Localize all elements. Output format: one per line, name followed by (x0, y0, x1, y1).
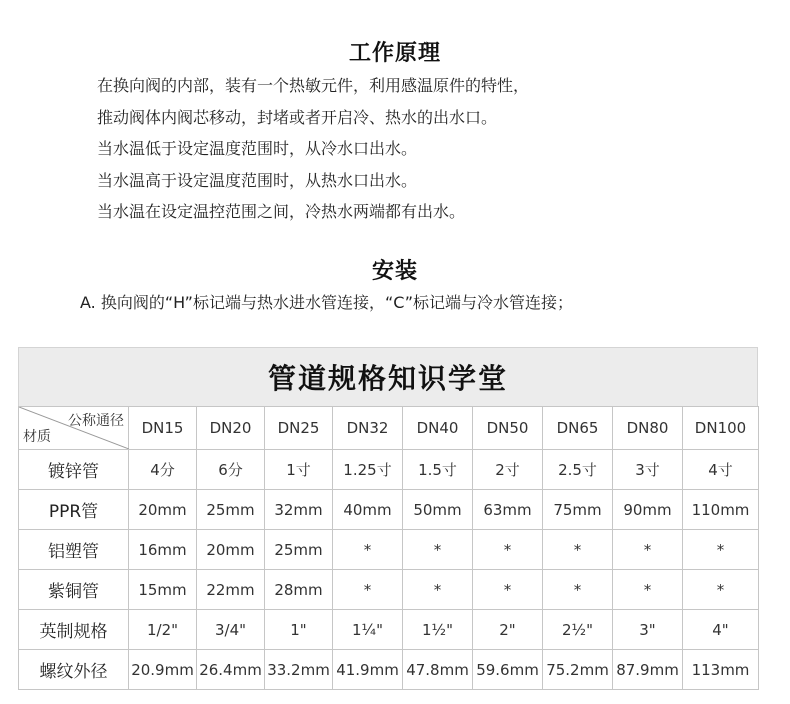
table-cell: 1.25寸 (333, 450, 403, 490)
table-cell: 26.4mm (197, 650, 265, 690)
row-label: 镀锌管 (19, 450, 129, 490)
table-cell: * (683, 570, 759, 610)
table-cell: 1.5寸 (403, 450, 473, 490)
row-label: 铝塑管 (19, 530, 129, 570)
table-cell: * (333, 530, 403, 570)
table-cell: 20mm (129, 490, 197, 530)
column-header: DN65 (543, 407, 613, 450)
table-row (19, 570, 759, 610)
table-header-row (19, 407, 759, 450)
table-cell: 1¼" (333, 610, 403, 650)
column-header: DN20 (197, 407, 265, 450)
row-label: 紫铜管 (19, 570, 129, 610)
table-cell: * (473, 530, 543, 570)
table-cell: 20.9mm (129, 650, 197, 690)
table-cell: * (543, 530, 613, 570)
table-cell: 4" (683, 610, 759, 650)
table-cell: 2" (473, 610, 543, 650)
corner-cell (19, 407, 129, 450)
table-cell: * (613, 530, 683, 570)
table-cell: 50mm (403, 490, 473, 530)
row-label: 螺纹外径 (19, 650, 129, 690)
column-header: DN15 (129, 407, 197, 450)
column-header: DN100 (683, 407, 759, 450)
section-title-principle: 工作原理 (348, 41, 441, 66)
table-cell: 3/4" (197, 610, 265, 650)
principle-line: 在换向阀的内部，装有一个热敏元件，利用感温原件的特性， (97, 76, 530, 95)
section-title-install: 安装 (371, 259, 418, 284)
table-cell: 25mm (197, 490, 265, 530)
table-cell: 110mm (683, 490, 759, 530)
table-cell: 33.2mm (265, 650, 333, 690)
table-cell: 75.2mm (543, 650, 613, 690)
corner-label-material: 材质 (23, 429, 51, 445)
table-cell: 4分 (129, 450, 197, 490)
table-cell: 3寸 (613, 450, 683, 490)
table-row (19, 450, 759, 490)
table-cell: 16mm (129, 530, 197, 570)
table-cell: 87.9mm (613, 650, 683, 690)
corner-label-diameter: 公称通径 (68, 413, 124, 429)
table-cell: * (333, 570, 403, 610)
table-row (19, 530, 759, 570)
table-cell: * (473, 570, 543, 610)
table-cell: 59.6mm (473, 650, 543, 690)
table-cell: 22mm (197, 570, 265, 610)
principle-line: 当水温在设定温控范围之间，冷热水两端都有出水。 (97, 202, 466, 221)
table-cell: * (683, 530, 759, 570)
table-cell: * (613, 570, 683, 610)
table-cell: 75mm (543, 490, 613, 530)
table-cell: 4寸 (683, 450, 759, 490)
table-cell: 1½" (403, 610, 473, 650)
principle-line: 当水温高于设定温度范围时，从热水口出水。 (97, 170, 418, 190)
table-cell: 20mm (197, 530, 265, 570)
spec-grid (18, 406, 759, 690)
table-cell: 1寸 (265, 450, 333, 490)
row-label: PPR管 (19, 490, 129, 530)
table-cell: 2.5寸 (543, 450, 613, 490)
table-cell: 41.9mm (333, 650, 403, 690)
column-header: DN32 (333, 407, 403, 450)
principle-line: 推动阀体内阀芯移动，封堵或者开启冷、热水的出水口。 (97, 107, 498, 127)
table-cell: 3" (613, 610, 683, 650)
column-header: DN25 (265, 407, 333, 450)
table-cell: * (543, 570, 613, 610)
table-cell: 1/2" (129, 610, 197, 650)
table-cell: 32mm (265, 490, 333, 530)
table-cell: 2寸 (473, 450, 543, 490)
table-cell: 1" (265, 610, 333, 650)
table-row (19, 610, 759, 650)
principle-line: 当水温低于设定温度范围时，从冷水口出水。 (97, 139, 418, 158)
column-header: DN80 (613, 407, 683, 450)
row-label: 英制规格 (19, 610, 129, 650)
table-row (19, 650, 759, 690)
pipe-spec-table (18, 347, 758, 690)
table-title: 管道规格知识学堂 (18, 347, 758, 406)
install-instruction: A. 换向阀的“H”标记端与热水进水管连接，“C”标记端与冷水管连接； (80, 293, 574, 312)
table-cell: 6分 (197, 450, 265, 490)
table-cell: 28mm (265, 570, 333, 610)
table-cell: 47.8mm (403, 650, 473, 690)
table-cell: 40mm (333, 490, 403, 530)
principle-paragraph (97, 70, 529, 228)
table-cell: 2½" (543, 610, 613, 650)
table-cell: 113mm (683, 650, 759, 690)
table-cell: 63mm (473, 490, 543, 530)
table-cell: * (403, 530, 473, 570)
table-cell: * (403, 570, 473, 610)
table-cell: 90mm (613, 490, 683, 530)
table-cell: 15mm (129, 570, 197, 610)
column-header: DN50 (473, 407, 543, 450)
table-row (19, 490, 759, 530)
column-header: DN40 (403, 407, 473, 450)
table-cell: 25mm (265, 530, 333, 570)
